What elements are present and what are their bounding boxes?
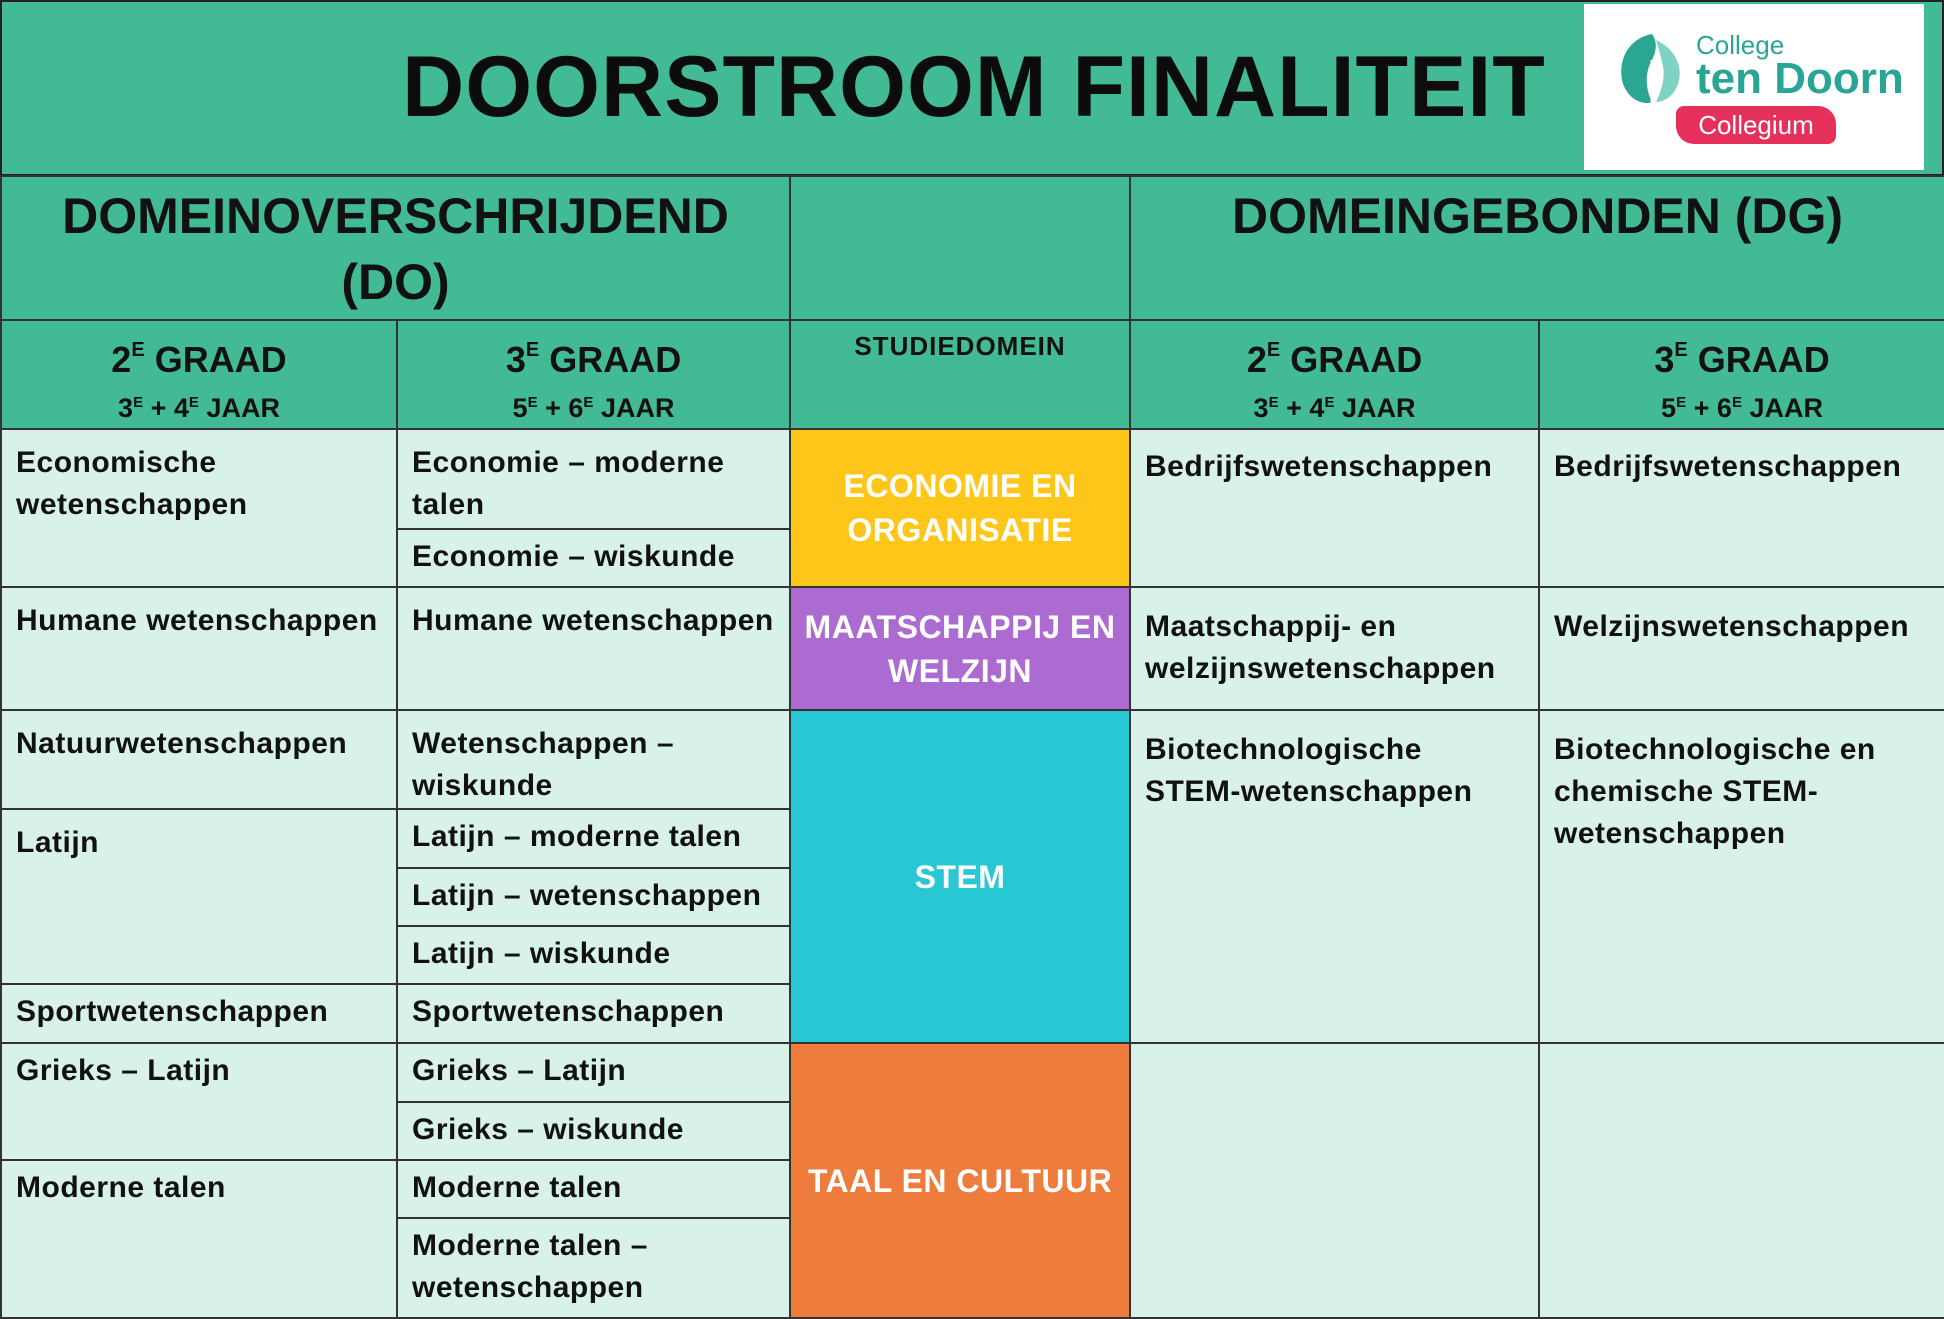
dg3-empty bbox=[1539, 1043, 1944, 1318]
grade-word: GRAAD bbox=[1697, 339, 1830, 380]
dg2-biotechnologische-stem: Biotechnologische STEM-wetenschappen bbox=[1130, 710, 1539, 1043]
do3-grieks-latijn: Grieks – Latijn bbox=[397, 1043, 790, 1102]
year-4: 4 bbox=[1309, 393, 1325, 423]
table-row bbox=[1, 710, 1944, 809]
jaar-word: JAAR bbox=[600, 393, 675, 423]
do2-humane-wetenschappen: Humane wetenschappen bbox=[1, 587, 397, 710]
plus-sign: + bbox=[545, 393, 561, 423]
year-6: 6 bbox=[568, 393, 584, 423]
page-title: DOORSTROOM FINALITEIT bbox=[402, 39, 1546, 135]
do2-economische-wetenschappen: Economische wetenschappen bbox=[1, 429, 397, 587]
dg3-biotechnologische-chemische-stem: Biotechnologische en chemische STEM-wetenschappen bbox=[1539, 710, 1944, 1043]
do3-latijn-wiskunde: Latijn – wiskunde bbox=[397, 926, 790, 984]
do3-humane-wetenschappen: Humane wetenschappen bbox=[397, 587, 790, 710]
do3-latijn-moderne-talen: Latijn – moderne talen bbox=[397, 809, 790, 868]
grade-number: 3 bbox=[505, 339, 526, 380]
year-sup: E bbox=[527, 394, 538, 411]
do3-moderne-talen: Moderne talen bbox=[397, 1160, 790, 1218]
grade-word: GRAAD bbox=[549, 339, 682, 380]
year-sup: E bbox=[1731, 394, 1742, 411]
header-row-grades bbox=[1, 320, 1944, 429]
header-dg-graad-2 bbox=[1130, 320, 1539, 429]
dg3-welzijnswetenschappen: Welzijnswetenschappen bbox=[1539, 587, 1944, 710]
do3-economie-wiskunde: Economie – wiskunde bbox=[397, 529, 790, 587]
year-sup: E bbox=[133, 394, 144, 411]
year-4: 4 bbox=[173, 393, 189, 423]
header-do-graad-3 bbox=[397, 320, 790, 429]
domain-taal-cultuur: TAAL EN CULTUUR bbox=[790, 1043, 1130, 1318]
finaliteit-table bbox=[0, 175, 1944, 1319]
logo-college-text: College bbox=[1696, 30, 1785, 60]
grade-word: GRAAD bbox=[154, 339, 287, 380]
year-3: 3 bbox=[118, 393, 134, 423]
do3-sportwetenschappen: Sportwetenschappen bbox=[397, 984, 790, 1043]
grade-number: 2 bbox=[1246, 339, 1267, 380]
year-5: 5 bbox=[1661, 393, 1677, 423]
jaar-word: JAAR bbox=[1749, 393, 1823, 423]
year-sup: E bbox=[188, 394, 199, 411]
header-row-top bbox=[1, 176, 1944, 320]
do3-moderne-talen-wetenschappen: Moderne talen – wetenschappen bbox=[397, 1218, 790, 1318]
do2-grieks-latijn: Grieks – Latijn bbox=[1, 1043, 397, 1160]
domain-economie-organisatie: ECONOMIE EN ORGANISATIE bbox=[790, 429, 1130, 587]
grade-sup: E bbox=[1266, 339, 1281, 361]
do3-grieks-wiskunde: Grieks – wiskunde bbox=[397, 1102, 790, 1160]
table-row bbox=[1, 429, 1944, 529]
do2-natuurwetenschappen: Natuurwetenschappen bbox=[1, 710, 397, 809]
logo-name-text: ten Doorn bbox=[1696, 54, 1904, 103]
domain-maatschappij-welzijn: MAATSCHAPPIJ EN WELZIJN bbox=[790, 587, 1130, 710]
school-logo bbox=[1584, 4, 1924, 170]
header-do-graad-2 bbox=[1, 320, 397, 429]
grade-number: 3 bbox=[1654, 339, 1675, 380]
grade-word: GRAAD bbox=[1290, 339, 1423, 380]
table-row bbox=[1, 1043, 1944, 1102]
do2-latijn: Latijn bbox=[1, 809, 397, 984]
year-3: 3 bbox=[1253, 393, 1269, 423]
year-sup: E bbox=[583, 394, 594, 411]
table-row bbox=[1, 587, 1944, 710]
dg3-bedrijfswetenschappen: Bedrijfswetenschappen bbox=[1539, 429, 1944, 587]
year-5: 5 bbox=[512, 393, 528, 423]
grade-number: 2 bbox=[111, 339, 132, 380]
year-sup: E bbox=[1324, 394, 1335, 411]
do3-wetenschappen-wiskunde: Wetenschappen – wiskunde bbox=[397, 710, 790, 809]
header-studiedomein: STUDIEDOMEIN bbox=[790, 320, 1130, 429]
year-6: 6 bbox=[1716, 393, 1732, 423]
dg2-maatschappij-welzijnswetenschappen: Maatschappij- en welzijnswetenschappen bbox=[1130, 587, 1539, 710]
jaar-word: JAAR bbox=[206, 393, 280, 423]
do3-latijn-wetenschappen: Latijn – wetenschappen bbox=[397, 868, 790, 926]
do3-economie-moderne-talen: Economie – moderne talen bbox=[397, 429, 790, 529]
year-sup: E bbox=[1268, 394, 1279, 411]
header-domeingebonden: DOMEINGEBONDEN (DG) bbox=[1130, 176, 1944, 320]
grade-sup: E bbox=[131, 339, 145, 361]
header-domeinoverschrijdend: DOMEINOVERSCHRIJDEND (DO) bbox=[1, 176, 790, 320]
plus-sign: + bbox=[1693, 393, 1710, 423]
year-sup: E bbox=[1676, 394, 1687, 411]
header-dg-graad-3 bbox=[1539, 320, 1944, 429]
dg2-empty bbox=[1130, 1043, 1539, 1318]
dg2-bedrijfswetenschappen: Bedrijfswetenschappen bbox=[1130, 429, 1539, 587]
grade-sup: E bbox=[525, 339, 540, 361]
domain-stem: STEM bbox=[790, 710, 1130, 1043]
header-empty bbox=[790, 176, 1130, 320]
do2-sportwetenschappen: Sportwetenschappen bbox=[1, 984, 397, 1043]
grade-sup: E bbox=[1674, 339, 1688, 361]
jaar-word: JAAR bbox=[1341, 393, 1416, 423]
logo-collegium-badge: Collegium bbox=[1676, 106, 1836, 144]
do2-moderne-talen: Moderne talen bbox=[1, 1160, 397, 1318]
leaf-logo-icon bbox=[1612, 30, 1692, 110]
plus-sign: + bbox=[150, 393, 167, 423]
plus-sign: + bbox=[1286, 393, 1302, 423]
